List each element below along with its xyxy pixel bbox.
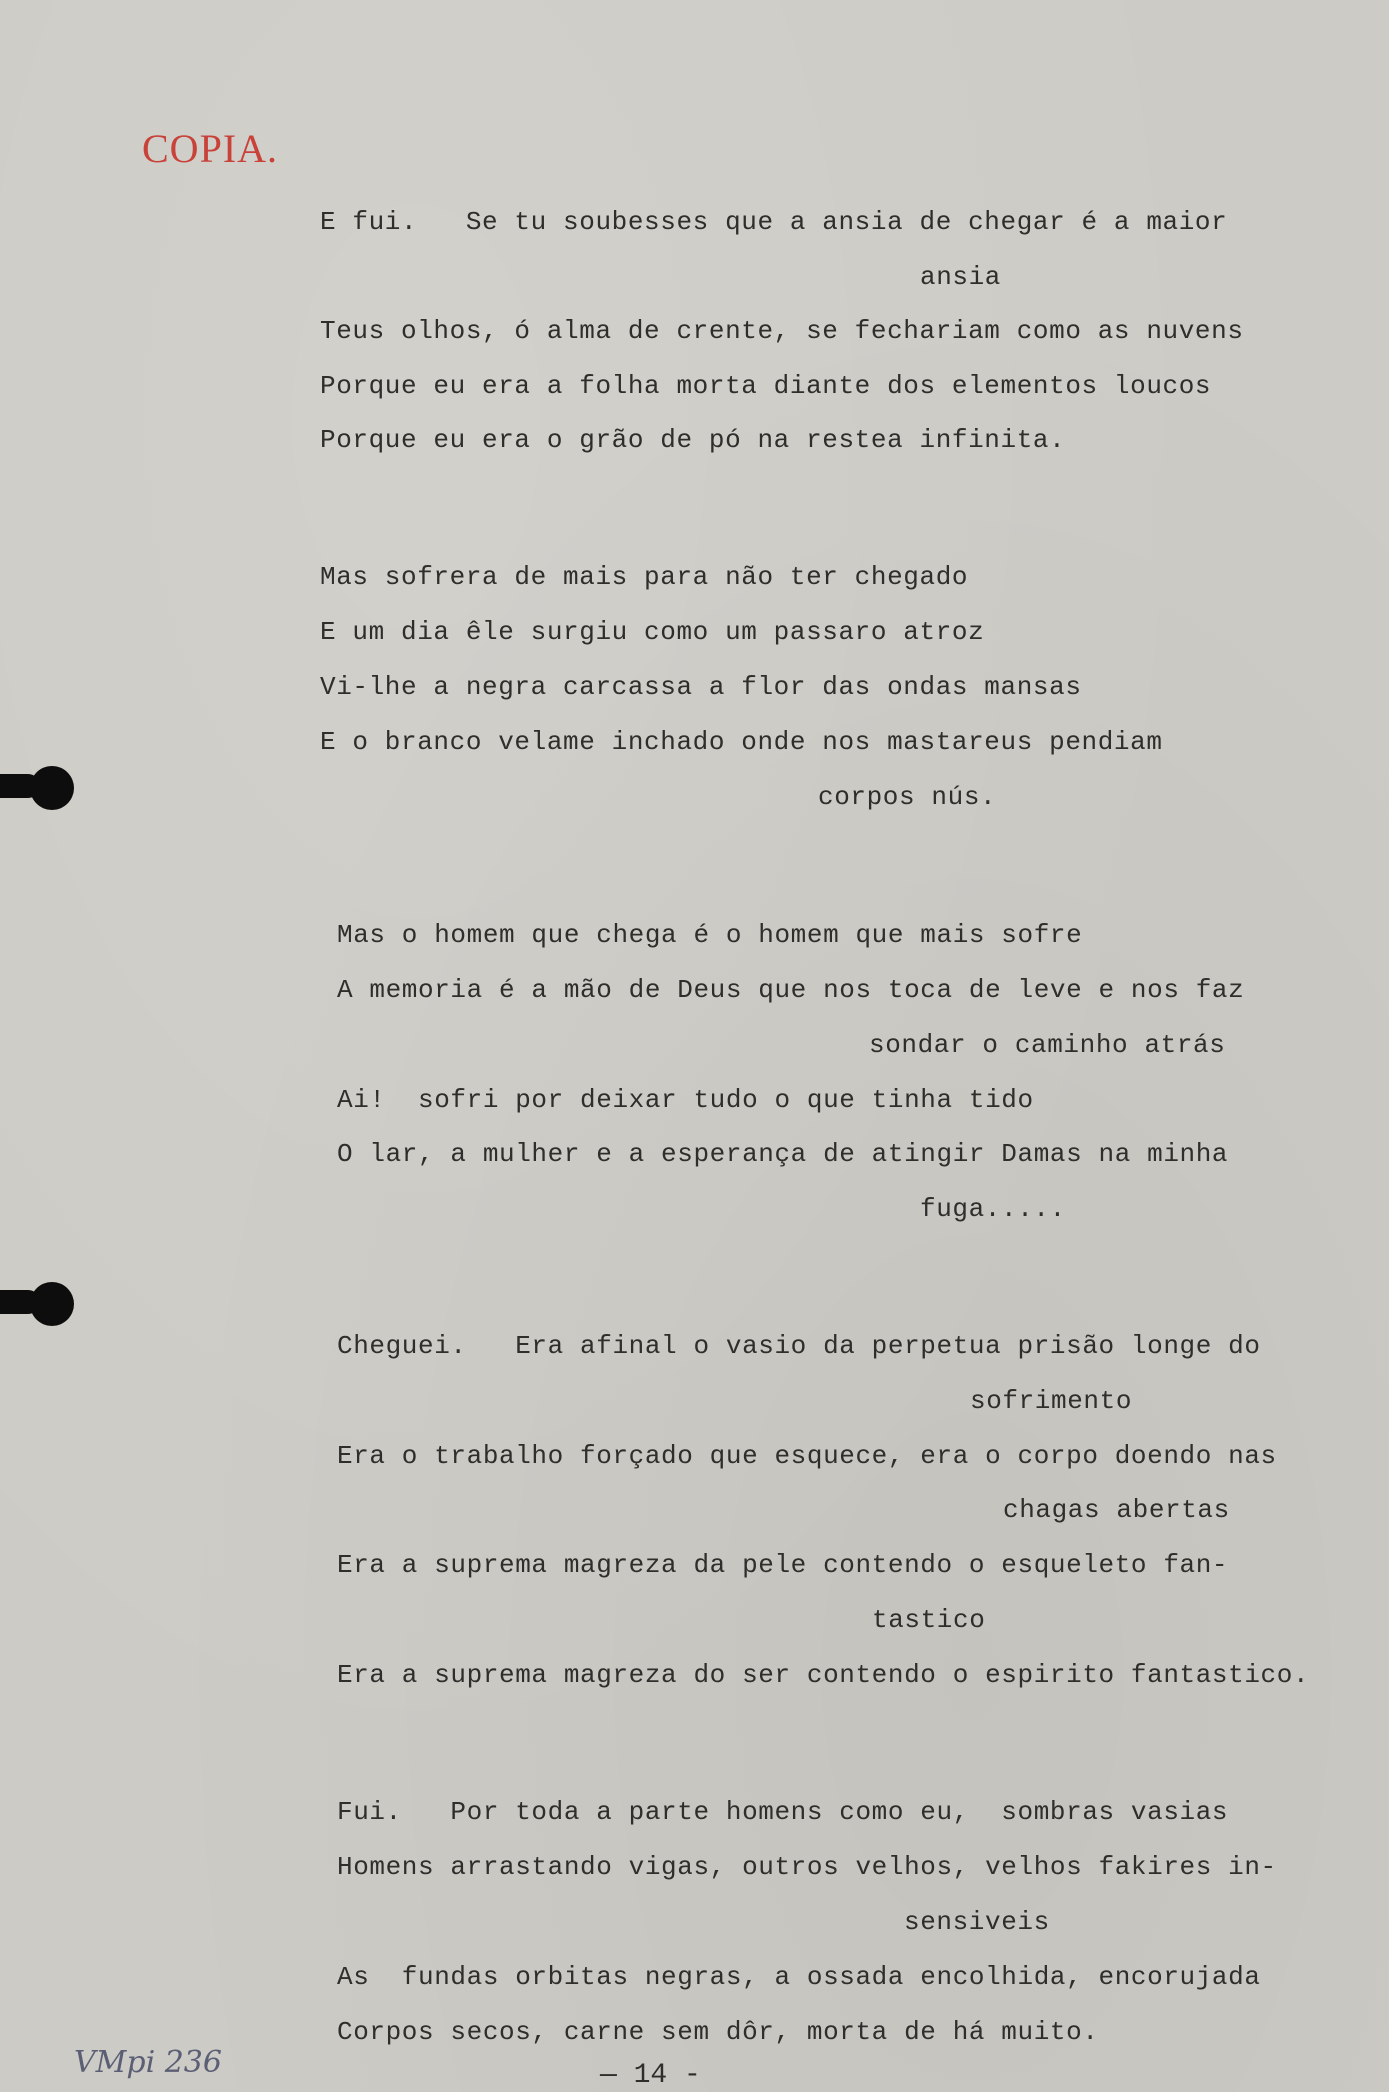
- copia-stamp: COPIA.: [142, 126, 279, 171]
- poem-line: Era a suprema magreza do ser contendo o espirito fantastico.: [337, 1660, 1310, 1690]
- poem-line: Homens arrastando vigas, outros velhos, velhos fakires in-: [337, 1852, 1277, 1882]
- poem-line: O lar, a mulher e a esperança de atingir Damas na minha: [337, 1139, 1229, 1169]
- poem-line-continuation: chagas abertas: [1003, 1495, 1230, 1525]
- poem-line: Mas sofrera de mais para não ter chegado: [320, 562, 969, 592]
- poem-line: Cheguei. Era afinal o vasio da perpetua prisão longe do: [337, 1331, 1261, 1361]
- poem-line: Era a suprema magreza da pele contendo o esqueleto fan-: [337, 1550, 1229, 1580]
- poem-line: Porque eu era a folha morta diante dos elementos loucos: [320, 371, 1212, 401]
- poem-line-continuation: sondar o caminho atrás: [869, 1030, 1226, 1060]
- poem-line: Vi-lhe a negra carcassa a flor das ondas mansas: [320, 672, 1082, 702]
- poem-line: A memoria é a mão de Deus que nos toca de leve e nos faz: [337, 975, 1245, 1005]
- punch-notch-bottom: [0, 1290, 40, 1314]
- poem-line-continuation: ansia: [920, 262, 1002, 292]
- poem-line: E fui. Se tu soubesses que a ansia de chegar é a maior: [320, 207, 1228, 237]
- poem-line: Mas o homem que chega é o homem que mais sofre: [337, 920, 1083, 950]
- poem-line-continuation: sensiveis: [904, 1907, 1050, 1937]
- poem-line: Teus olhos, ó alma de crente, se fechariam como as nuvens: [320, 316, 1244, 346]
- poem-line-continuation: sofrimento: [970, 1386, 1133, 1416]
- poem-line-continuation: tastico: [872, 1605, 986, 1635]
- poem-line: E o branco velame inchado onde nos mastareus pendiam: [320, 727, 1163, 757]
- poem-line: Corpos secos, carne sem dôr, morta de há muito.: [337, 2017, 1099, 2047]
- handwritten-reference: VMpi 236: [74, 2045, 222, 2080]
- poem-line: E um dia êle surgiu como um passaro atroz: [320, 617, 985, 647]
- poem-line: Era o trabalho forçado que esquece, era o corpo doendo nas: [337, 1441, 1277, 1471]
- poem-line-continuation: corpos nús.: [818, 782, 997, 812]
- poem-line-continuation: fuga.....: [920, 1194, 1066, 1224]
- poem-line: Fui. Por toda a parte homens como eu, sombras vasias: [337, 1797, 1229, 1827]
- poem-line: Porque eu era o grão de pó na restea infinita.: [320, 425, 1066, 455]
- page-number: — 14 -: [600, 2060, 701, 2091]
- poem-line: As fundas orbitas negras, a ossada encolhida, encorujada: [337, 1962, 1261, 1992]
- poem-line: Ai! sofri por deixar tudo o que tinha tido: [337, 1085, 1034, 1115]
- punch-notch-top: [0, 774, 40, 798]
